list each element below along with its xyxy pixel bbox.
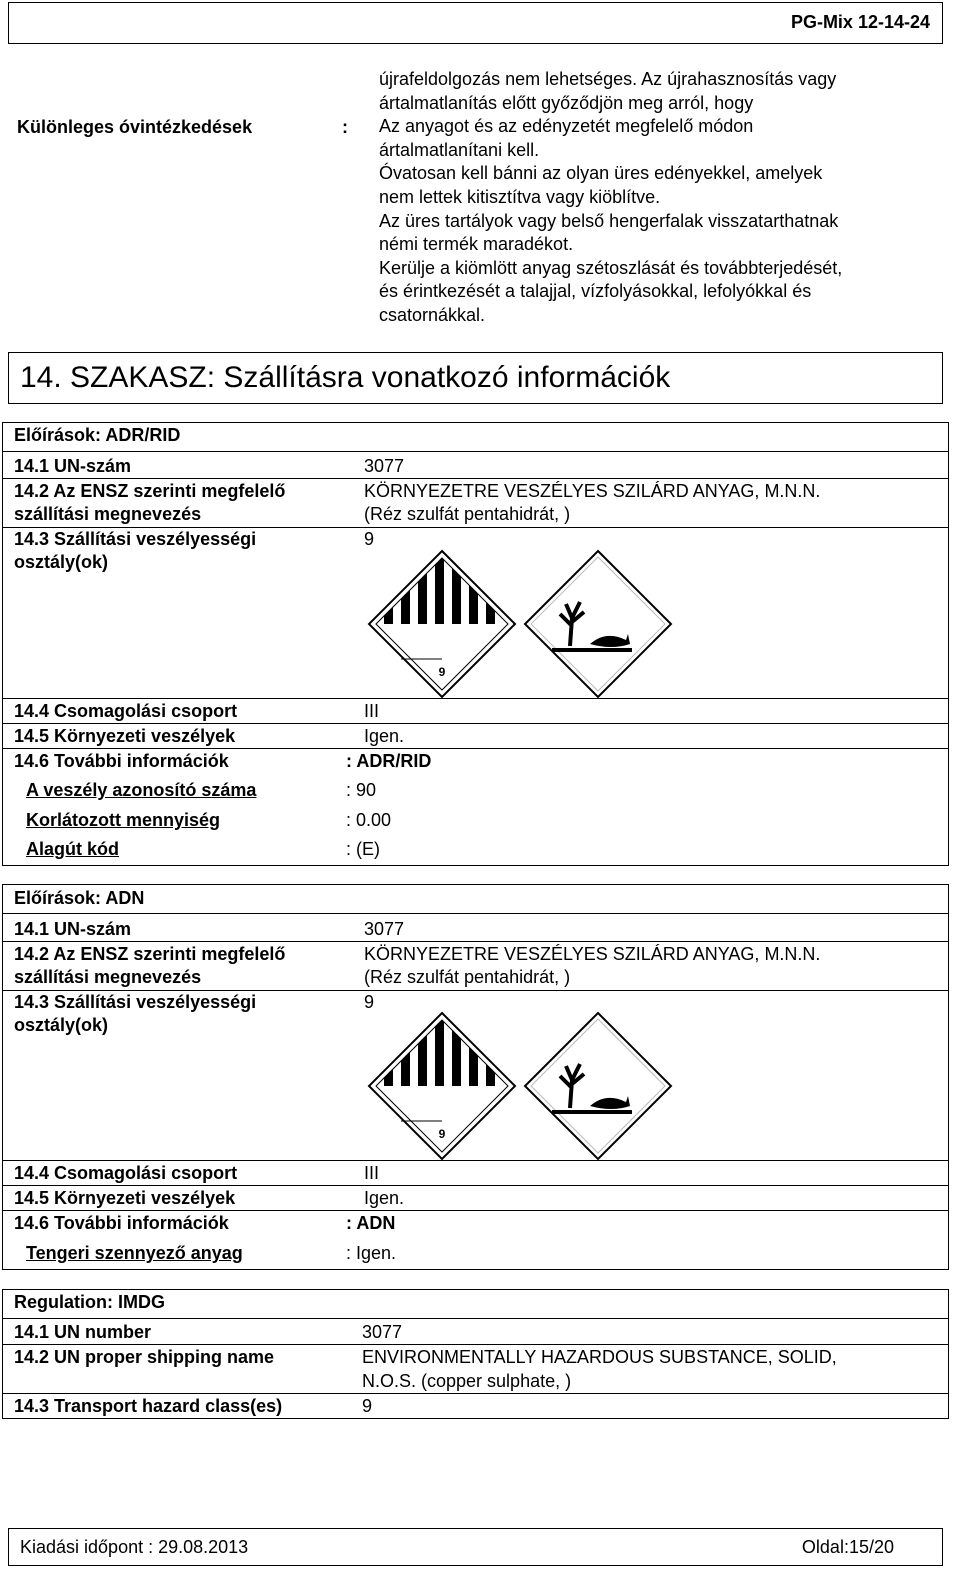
imdg-heading-divider (2, 1318, 949, 1319)
adn-packing-group-label: 14.4 Csomagolási csoport (14, 1163, 238, 1183)
adn-name-value-1: KÖRNYEZETRE VESZÉLYES SZILÁRD ANYAG, M.N.N. (364, 944, 821, 964)
adn-class-label-2: osztály(ok) (14, 1015, 109, 1035)
adn-un-label: 14.1 UN-szám (14, 919, 132, 939)
adn-name-label-1: 14.2 Az ENSZ szerinti megfelelő (14, 944, 286, 964)
special-precautions-line: némi termék maradékot. (379, 234, 574, 255)
environment-hazard-label-icon (522, 548, 674, 700)
adr-heading: Előírások: ADR/RID (14, 425, 181, 445)
adr-name-value-2: (Réz szulfát pentahidrát, ) (364, 504, 571, 524)
special-precautions-colon: : (342, 117, 348, 137)
class-9-hazard-label-icon-adn (366, 1010, 518, 1162)
footer-page-number: Oldal:15/20 (801, 1537, 894, 1557)
special-precautions-line: ártalmatlanítani kell. (379, 139, 540, 160)
special-precautions-line: Kerülje a kiömlött anyag szétoszlását és továbbterjedését, (379, 257, 843, 278)
class-9-label-number-adn: 9 (438, 1127, 446, 1141)
adr-further-info-label: 14.6 További információk (14, 751, 229, 771)
special-precautions-line: ártalmatlanítás előtt győződjön meg arról, hogy (379, 92, 754, 113)
footer-issue-date: Kiadási időpont : 29.08.2013 (20, 1537, 249, 1557)
imdg-un-value: 3077 (362, 1322, 403, 1342)
adn-env-hazard-value: Igen. (364, 1188, 405, 1208)
imdg-class-value: 9 (362, 1396, 373, 1416)
adr-limited-qty-value: : 0.00 (346, 810, 392, 830)
adn-further-info-value: : ADN (346, 1213, 396, 1233)
imdg-shipping-name-value-1: ENVIRONMENTALLY HAZARDOUS SUBSTANCE, SOLID, (362, 1347, 837, 1367)
imdg-shipping-name-label: 14.2 UN proper shipping name (14, 1347, 275, 1367)
adr-packing-group-value: III (364, 701, 380, 721)
section-14-title: 14. SZAKASZ: Szállításra vonatkozó információk (20, 361, 671, 394)
adr-env-hazard-label: 14.5 Környezeti veszélyek (14, 726, 236, 746)
imdg-heading: Regulation: IMDG (14, 1292, 165, 1312)
document-code: PG-Mix 12-14-24 (790, 12, 930, 32)
adr-name-label-1: 14.2 Az ENSZ szerinti megfelelő (14, 481, 286, 501)
adn-further-info-label: 14.6 További információk (14, 1213, 229, 1233)
special-precautions-line: és érintkezését a talajjal, vízfolyásokkal, lefolyókkal és (379, 281, 812, 302)
environment-hazard-label-icon-adn (522, 1010, 674, 1162)
special-precautions-line: csatornákkal. (379, 305, 486, 325)
adr-class-label-2: osztály(ok) (14, 552, 109, 572)
adn-class-label-1: 14.3 Szállítási veszélyességi (14, 992, 257, 1012)
adr-name-label-2: szállítási megnevezés (14, 504, 202, 524)
imdg-class-label: 14.3 Transport hazard class(es) (14, 1396, 283, 1416)
adr-name-value-1: KÖRNYEZETRE VESZÉLYES SZILÁRD ANYAG, M.N.N. (364, 481, 821, 501)
adr-further-info-value: : ADR/RID (346, 751, 432, 771)
adn-class-value: 9 (364, 992, 375, 1012)
adr-class-value: 9 (364, 529, 375, 549)
adr-hazard-id-label: A veszély azonosító száma (26, 780, 257, 800)
adr-class-label-1: 14.3 Szállítási veszélyességi (14, 529, 257, 549)
special-precautions-label: Különleges óvintézkedések (17, 117, 253, 137)
special-precautions-line: nem lettek kitisztítva vagy kiöblítve. (379, 187, 661, 207)
adr-limited-qty-label: Korlátozott mennyiség (26, 810, 221, 830)
class-9-label-number: 9 (438, 665, 446, 679)
adn-packing-group-value: III (364, 1163, 380, 1183)
special-precautions-line: Óvatosan kell bánni az olyan üres edényekkel, amelyek (379, 163, 823, 184)
adn-name-label-2: szállítási megnevezés (14, 967, 202, 987)
special-precautions-line: Az anyagot és az edényzetét megfelelő módon (379, 116, 754, 137)
adr-un-value: 3077 (364, 456, 405, 476)
adn-env-hazard-label: 14.5 Környezeti veszélyek (14, 1188, 236, 1208)
imdg-un-label: 14.1 UN number (14, 1322, 152, 1342)
adr-tunnel-code-label: Alagút kód (26, 839, 119, 859)
adr-un-label: 14.1 UN-szám (14, 456, 132, 476)
adr-env-hazard-value: Igen. (364, 726, 405, 746)
imdg-shipping-name-value-2: N.O.S. (copper sulphate, ) (362, 1371, 572, 1391)
class-9-hazard-label-icon (366, 548, 518, 700)
adn-un-value: 3077 (364, 919, 405, 939)
adn-heading-divider (2, 913, 949, 914)
adn-heading: Előírások: ADN (14, 888, 145, 908)
adr-tunnel-code-value: : (E) (346, 839, 380, 859)
adn-marine-pollutant-label: Tengeri szennyező anyag (26, 1243, 243, 1263)
special-precautions-line: újrafeldolgozás nem lehetséges. Az újrahasznosítás vagy (379, 69, 837, 89)
adr-heading-divider (2, 451, 949, 452)
adr-hazard-id-value: : 90 (346, 780, 377, 800)
adr-packing-group-label: 14.4 Csomagolási csoport (14, 701, 238, 721)
special-precautions-line: Az üres tartályok vagy belső hengerfalak visszatarthatnak (379, 210, 839, 231)
adn-name-value-2: (Réz szulfát pentahidrát, ) (364, 967, 571, 987)
adn-marine-pollutant-value: : Igen. (346, 1243, 397, 1263)
